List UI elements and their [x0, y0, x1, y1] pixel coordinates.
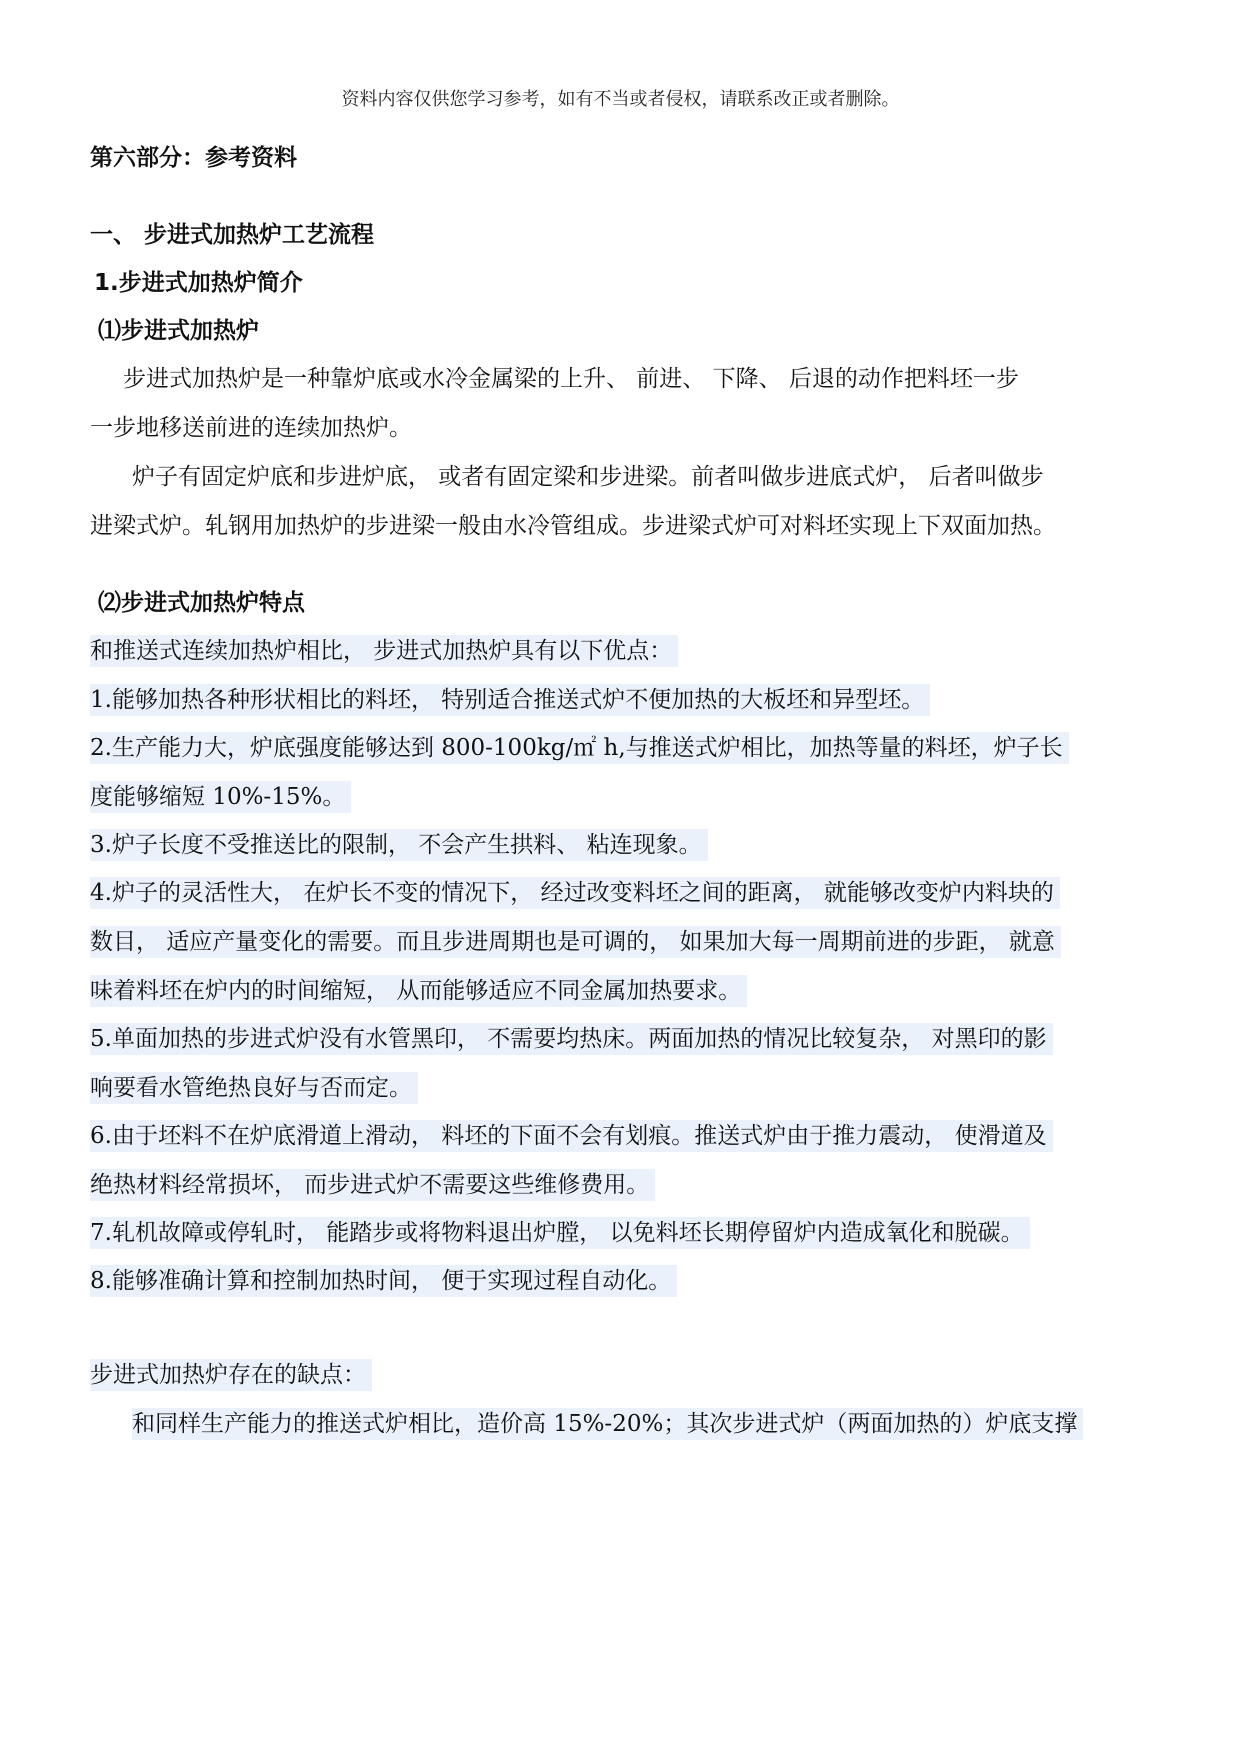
advantage-1-text: 1.能够加热各种形状相比的料坯， 特别适合推送式炉不便加热的大板坯和异型坯。	[90, 684, 930, 716]
advantage-4-line-1-text: 4.炉子的灵活性大， 在炉长不变的情况下， 经过改变料坯之间的距离， 就能够改变炉内料块的	[90, 877, 1060, 909]
advantage-6-line-1	[90, 1125, 1053, 1148]
advantage-4-line-3	[90, 980, 747, 1003]
subsection-title: 1.步进式加热炉简介	[94, 270, 303, 296]
advantage-7	[90, 1222, 1030, 1245]
page-header-notice: 资料内容仅供您学习参考，如有不当或者侵权，请联系改正或者删除。	[341, 89, 900, 110]
advantage-2-line-1-text: 2.生产能力大，炉底强度能够达到 800-100kg/㎡ h,与推送式炉相比，加热等量的料坯，炉子长	[90, 732, 1069, 764]
advantage-2-line-2	[90, 786, 351, 809]
disadvantages-intro	[90, 1364, 372, 1387]
advantage-6-line-2	[90, 1174, 655, 1197]
advantage-8-text: 8.能够准确计算和控制加热时间， 便于实现过程自动化。	[90, 1265, 677, 1297]
advantage-4-line-3-text: 味着料坯在炉内的时间缩短， 从而能够适应不同金属加热要求。	[90, 975, 747, 1007]
advantage-5-line-2	[90, 1077, 418, 1100]
intro-paragraph-1-line-1: 步进式加热炉是一种靠炉底或水冷金属梁的上升、 前进、 下降、 后退的动作把料坯一步	[123, 366, 1019, 392]
advantage-8	[90, 1270, 677, 1293]
disadvantages-line-1-text: 和同样生产能力的推送式炉相比，造价高 15%-20%；其次步进式炉（两面加热的）炉底支撑	[132, 1408, 1083, 1440]
advantage-1	[90, 689, 930, 712]
advantage-7-text: 7.轧机故障或停轧时， 能踏步或将物料退出炉膛， 以免料坯长期停留炉内造成氧化和脱碳。	[90, 1217, 1030, 1249]
advantage-4-line-1	[90, 882, 1060, 905]
advantage-3	[90, 834, 708, 857]
part-title: 第六部分：参考资料	[90, 145, 297, 171]
intro-paragraph-2-line-1: 炉子有固定炉底和步进炉底， 或者有固定梁和步进梁。前者叫做步进底式炉， 后者叫做步	[132, 464, 1044, 490]
advantage-3-text: 3.炉子长度不受推送比的限制， 不会产生拱料、 粘连现象。	[90, 829, 708, 861]
disadvantages-line-1	[132, 1413, 1083, 1436]
advantage-5-line-1-text: 5.单面加热的步进式炉没有水管黑印， 不需要均热床。两面加热的情况比较复杂， 对黑印的影	[90, 1023, 1053, 1055]
section-title: 一、 步进式加热炉工艺流程	[90, 222, 375, 248]
item-title-2: ⑵步进式加热炉特点	[98, 590, 305, 616]
advantages-intro	[90, 640, 678, 663]
advantage-4-line-2	[90, 931, 1061, 954]
advantage-5-line-1	[90, 1028, 1053, 1051]
intro-paragraph-1-line-2: 一步地移送前进的连续加热炉。	[90, 415, 412, 441]
intro-paragraph-2-line-2: 进梁式炉。轧钢用加热炉的步进梁一般由水冷管组成。步进梁式炉可对料坯实现上下双面加热。	[90, 513, 1056, 539]
advantage-2-line-2-text: 度能够缩短 10%-15%。	[90, 781, 351, 813]
advantage-6-line-2-text: 绝热材料经常损坏， 而步进式炉不需要这些维修费用。	[90, 1169, 655, 1201]
advantage-5-line-2-text: 响要看水管绝热良好与否而定。	[90, 1072, 418, 1104]
advantages-intro-text: 和推送式连续加热炉相比， 步进式加热炉具有以下优点：	[90, 635, 678, 667]
disadvantages-intro-text: 步进式加热炉存在的缺点：	[90, 1359, 372, 1391]
item-title-1: ⑴步进式加热炉	[98, 318, 259, 344]
advantage-4-line-2-text: 数目， 适应产量变化的需要。而且步进周期也是可调的， 如果加大每一周期前进的步距， 就意	[90, 926, 1061, 958]
advantage-6-line-1-text: 6.由于坯料不在炉底滑道上滑动， 料坯的下面不会有划痕。推送式炉由于推力震动， 使滑道及	[90, 1120, 1053, 1152]
advantage-2-line-1	[90, 737, 1069, 760]
